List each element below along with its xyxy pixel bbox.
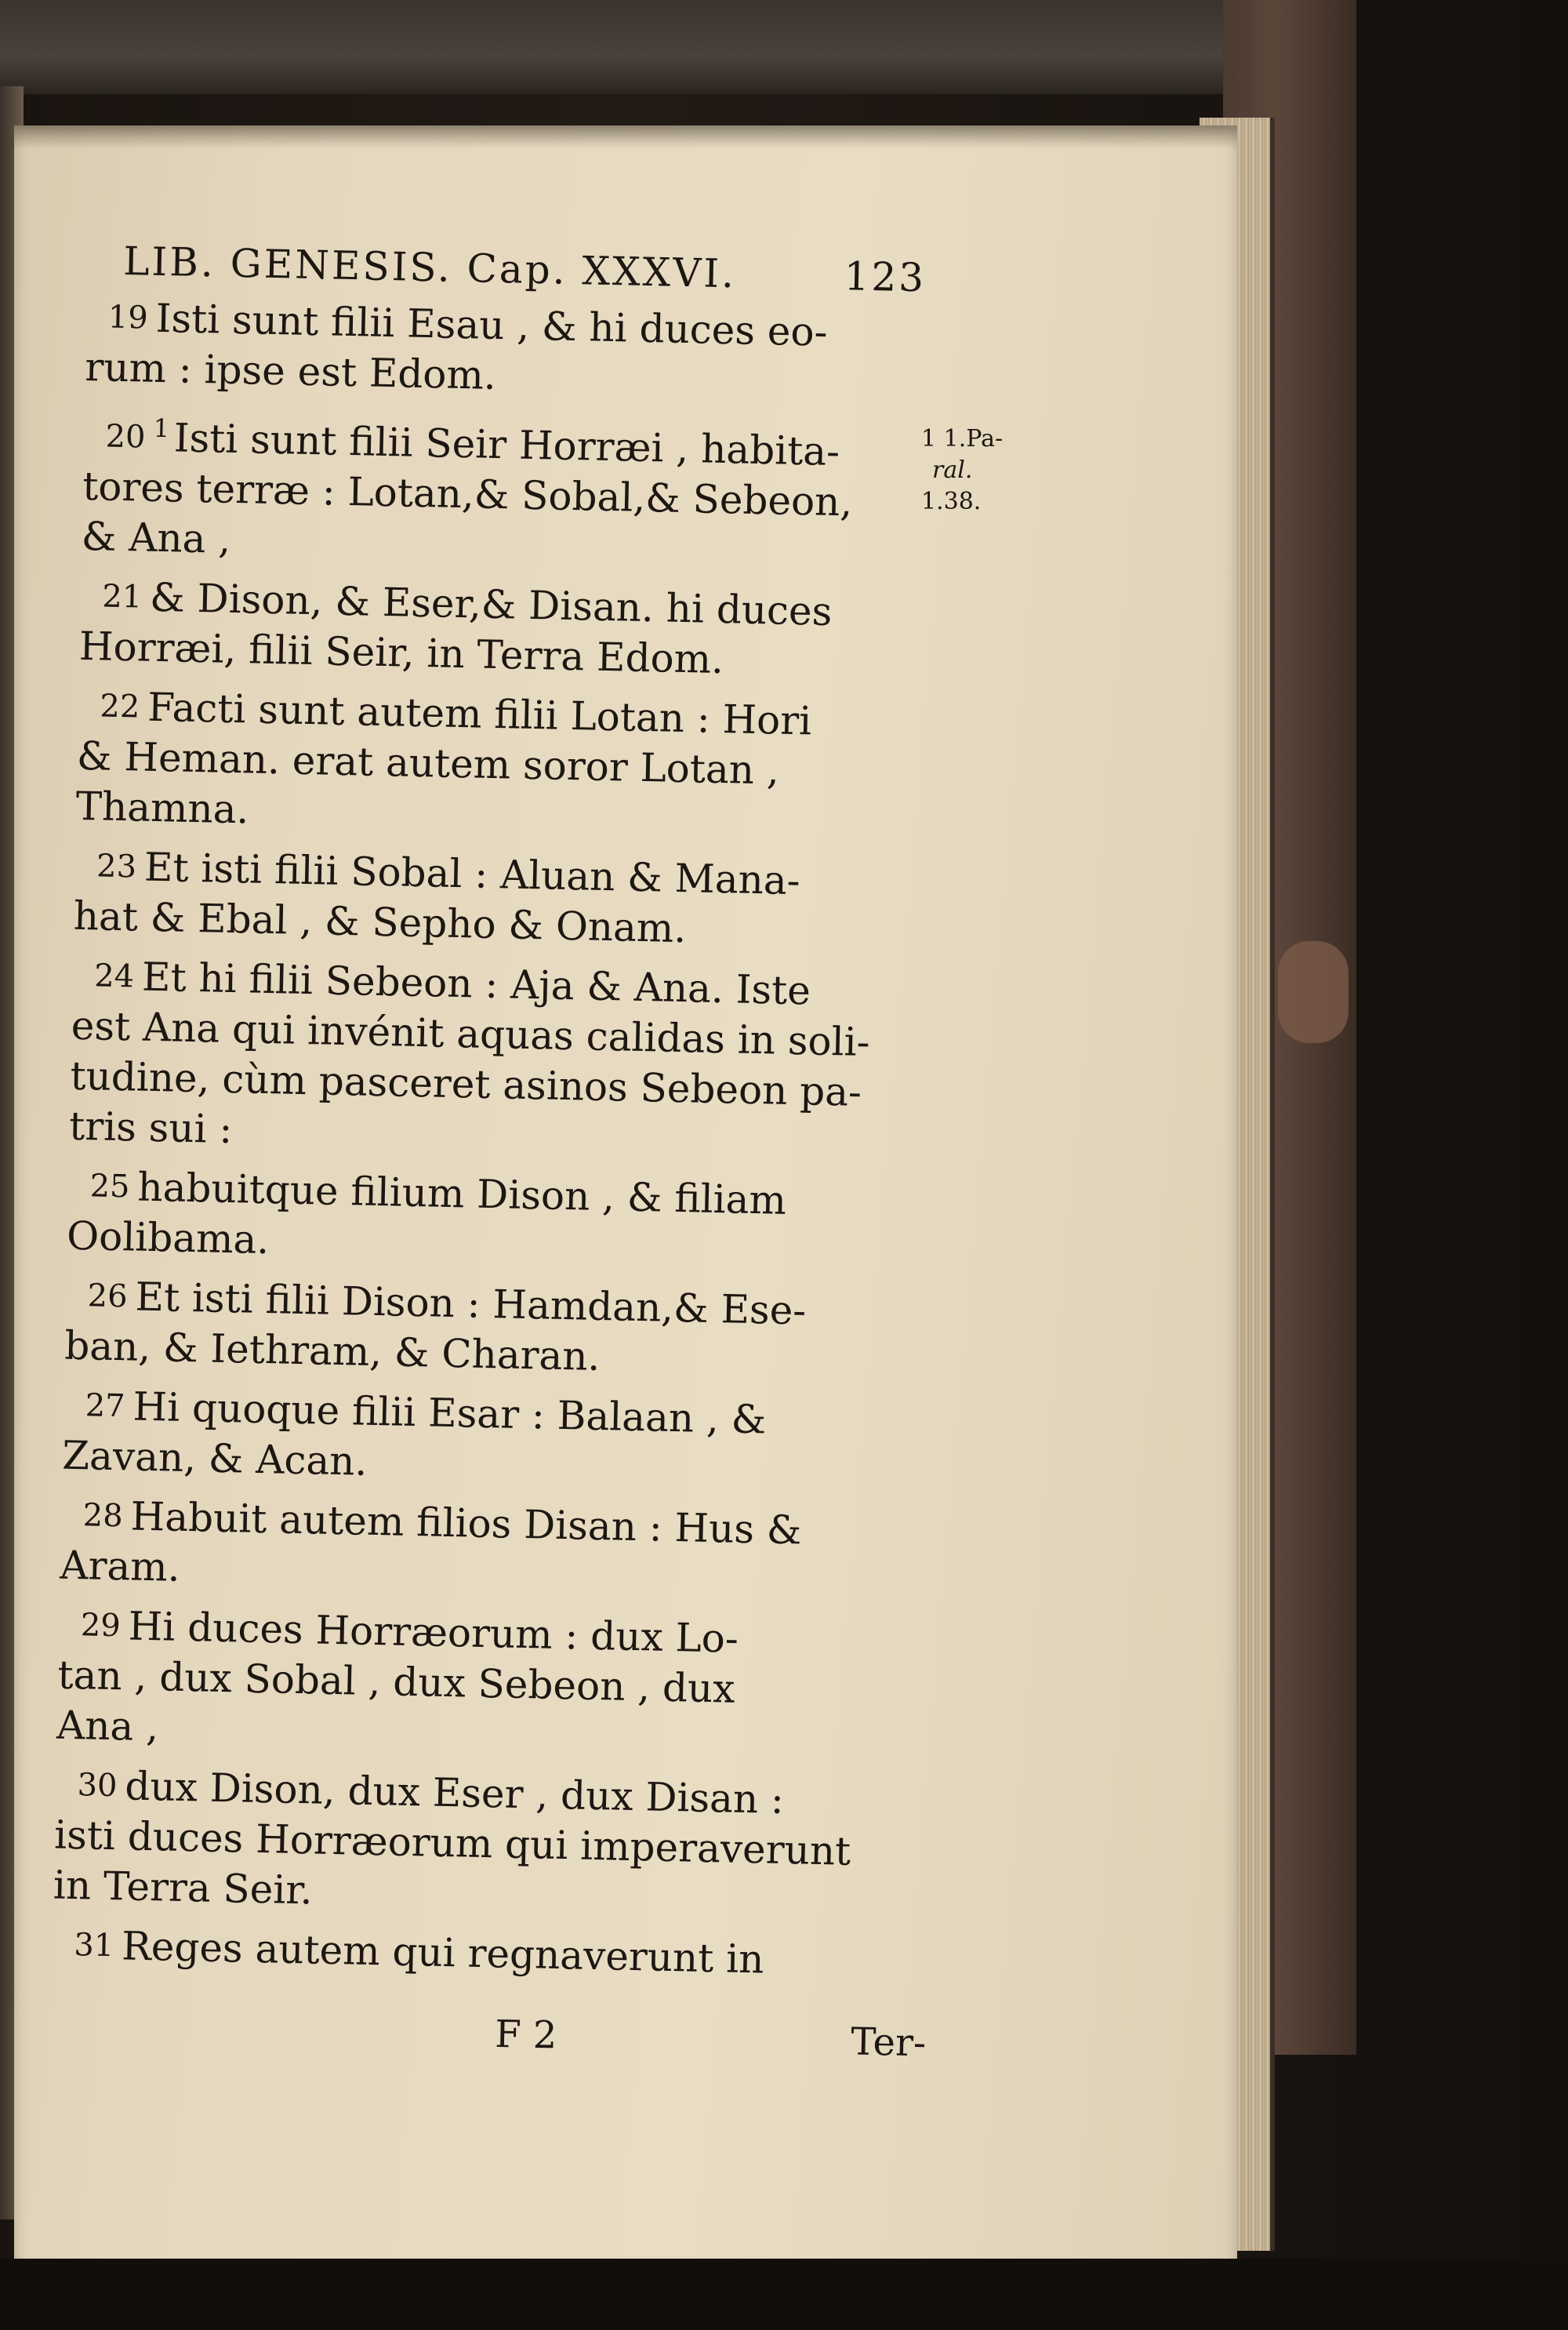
verse [78, 571, 919, 689]
verse-text: Facti sunt autem filii Lotan : Hori & Heman. erat autem soror Lotan , Thamna. [75, 684, 812, 833]
verse [56, 1600, 898, 1768]
margin-note-line-1: 1 1.Pa- [921, 425, 1004, 453]
verse-text: Reges autem qui regnaverunt in [121, 1923, 764, 1983]
verse [85, 292, 925, 409]
verse [53, 1760, 895, 1928]
verse-text: Isti sunt filii Esau , & hi duces eo- rum : ipse est Edom. [84, 295, 829, 398]
verse-number: 31 [73, 1927, 114, 1965]
verse [52, 1920, 891, 1987]
page-number: 123 [844, 253, 927, 301]
verse-number: 30 [77, 1767, 118, 1805]
catchword: Ter- [850, 2019, 927, 2066]
page-stack-top [0, 0, 1223, 94]
running-title: LIB. GENESIS. Cap. XXXVI. [122, 238, 737, 297]
verse-number: 21 [101, 578, 143, 616]
verse-number: 20 [105, 418, 147, 456]
verse-text: Habuit autem filios Disan : Hus & Aram. [59, 1493, 802, 1590]
verse [62, 1380, 902, 1498]
verse-number: 27 [85, 1387, 126, 1425]
verse-text: habuitque filium Dison , & filiam Oolibama. [66, 1164, 787, 1263]
verse-text: Et hi filii Sebeon : Aja & Ana. Iste est Ana qui invénit aquas calidas in soli- tudine, cùm pasceret asinos Sebeon pa- tris sui : [68, 954, 871, 1153]
verse-text: Hi quoque filii Esar : Balaan , & Zavan, & Acan. [61, 1383, 767, 1485]
verse-text: & Dison, & Eser,& Disan. hi duces Horræi, filii Seir, in Terra Edom. [78, 574, 833, 683]
verse-number: 24 [93, 958, 135, 995]
verse [64, 1270, 905, 1388]
verse [67, 1161, 907, 1278]
page-top-shadow [14, 125, 1237, 149]
verse [60, 1490, 900, 1608]
cover-wear-spot [1278, 941, 1348, 1043]
verse-text: Isti sunt filii Seir Horræi , habita- tores terræ : Lotan,& Sobal,& Sebeon, & Ana , [81, 415, 853, 562]
verse-number: 25 [89, 1168, 130, 1205]
verse-text: dux Dison, dux Eser , dux Disan : isti duces Horræorum qui imperaverunt in Terra Seir. [53, 1763, 851, 1914]
verse-number: 22 [99, 688, 140, 725]
verse [73, 841, 913, 958]
note-reference-mark: 1 [153, 413, 170, 444]
verse-number: 29 [80, 1607, 122, 1645]
verse-text: Et isti filii Dison : Hamdan,& Ese- ban, & Iethram, & Charan. [64, 1274, 807, 1379]
background-bottom [0, 2259, 1568, 2330]
margin-note-line-3: 1.38. [921, 488, 982, 515]
verse [81, 402, 923, 579]
verse-text: Et isti filii Sobal : Aluan & Mana- hat & Ebal , & Sepho & Onam. [73, 844, 801, 952]
verse-number: 28 [82, 1497, 124, 1535]
verse-number: 26 [87, 1278, 129, 1315]
verse [75, 681, 917, 849]
verse-text: Hi duces Horræorum : dux Lo- tan , dux Sobal , dux Sebeon , dux Ana , [56, 1603, 739, 1750]
verse-number: 19 [107, 299, 149, 336]
margin-note [921, 423, 1015, 518]
margin-note-line-2: ral. [932, 456, 973, 484]
verse [69, 951, 912, 1169]
text-block [51, 235, 926, 1997]
verse-number: 23 [96, 848, 137, 885]
verse-list [52, 292, 926, 1987]
signature-mark: F 2 [494, 2012, 557, 2058]
